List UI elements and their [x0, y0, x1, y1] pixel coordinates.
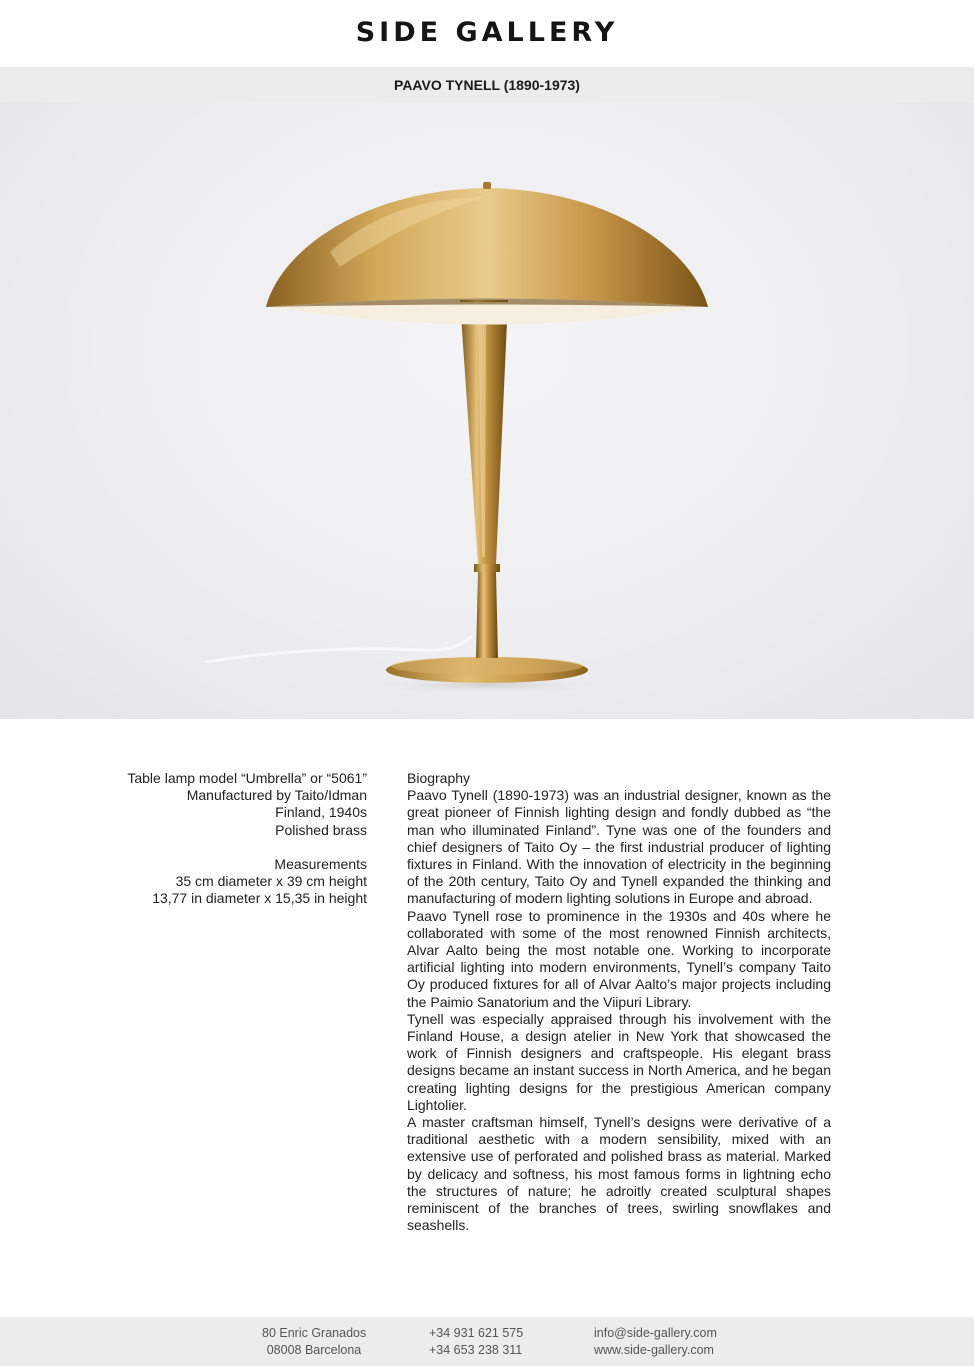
footer-website-link[interactable]: www.side-gallery.com — [594, 1343, 714, 1357]
product-origin: Finland, 1940s — [275, 804, 367, 821]
designer-band — [0, 67, 974, 102]
footer-email-link[interactable]: info@side-gallery.com — [594, 1326, 717, 1340]
brand-logo: SIDE GALLERY — [355, 17, 619, 48]
lamp-shade — [266, 188, 708, 307]
product-manufacturer: Manufactured by Taito/Idman — [186, 787, 367, 804]
page-footer — [0, 1317, 974, 1366]
footer-phone-1[interactable]: +34 931 621 575 — [429, 1326, 524, 1340]
biography-paragraph: A master craftsman himself, Tynell’s designs were derivative of a traditional aesthetic with a modern sensibility, mixed with an extensive use of perforated and polished brass as material. Marked by delicacy and softness, his most famous forms in lightning echo the structures of nature; he adroitly created sculptural shapes reminiscent of the branches of trees, swirling snowflakes and seashells. — [407, 1114, 831, 1234]
lamp-finial — [483, 182, 491, 189]
footer-address-line1: 80 Enric Granados — [262, 1326, 367, 1340]
lamp-collar — [474, 564, 500, 572]
measurements-cm: 35 cm diameter x 39 cm height — [175, 873, 367, 890]
biography-paragraph: Paavo Tynell rose to prominence in the 1930s and 40s where he collaborated with some of the most renowned Finnish architects, Alvar Aalto being the most notable one. Working to incorporate artificial lighting into modern environments, Tynell’s company Taito Oy produced fixtures for all of Alvar Aalto’s major projects including the Paimio Sanatorium and the Viipuri Library. — [407, 907, 831, 1010]
footer-phone-2[interactable]: +34 653 238 311 — [429, 1343, 523, 1357]
footer-contact — [594, 1325, 717, 1359]
product-details — [60, 770, 367, 907]
measurements-heading: Measurements — [274, 855, 367, 872]
page-header — [0, 0, 974, 67]
designer-title: PAAVO TYNELL (1890-1973) — [394, 76, 580, 93]
product-title: Table lamp model “Umbrella” or “5061” — [127, 770, 367, 786]
product-photo — [0, 102, 974, 719]
biography — [407, 770, 831, 1234]
footer-address — [262, 1325, 366, 1359]
lamp-illustration — [0, 102, 974, 719]
footer-phones — [429, 1325, 523, 1359]
footer-address-line2: 08008 Barcelona — [266, 1343, 362, 1357]
product-material: Polished brass — [275, 821, 367, 838]
measurements-in: 13,77 in diameter x 15,35 in height — [152, 890, 367, 907]
biography-paragraph: Paavo Tynell (1890-1973) was an industrial designer, known as the great pioneer of Finnish lighting design and fondly dubbed as “the man who illuminated Finland”. Tyne was one of the founders and chief designers of Taito Oy – the first industrial producer of lighting fixtures in Finland. With the innovation of electricity in the beginning of the 20th century, Taito Oy and Tynell expanded the thinking and manufacturing of modern lighting solutions in Europe and abroad. — [407, 787, 831, 907]
biography-heading: Biography — [407, 770, 471, 786]
lamp-lower-stem — [476, 572, 498, 658]
cord — [205, 636, 472, 662]
biography-paragraph: Tynell was especially appraised through his involvement with the Finland House, a design atelier in New York that showcased the work of Finnish designers and craftspeople. His elegant brass designs became an instant success in North America, and he began creating lighting designs for the prestigious American company Lightolier. — [407, 1010, 831, 1113]
